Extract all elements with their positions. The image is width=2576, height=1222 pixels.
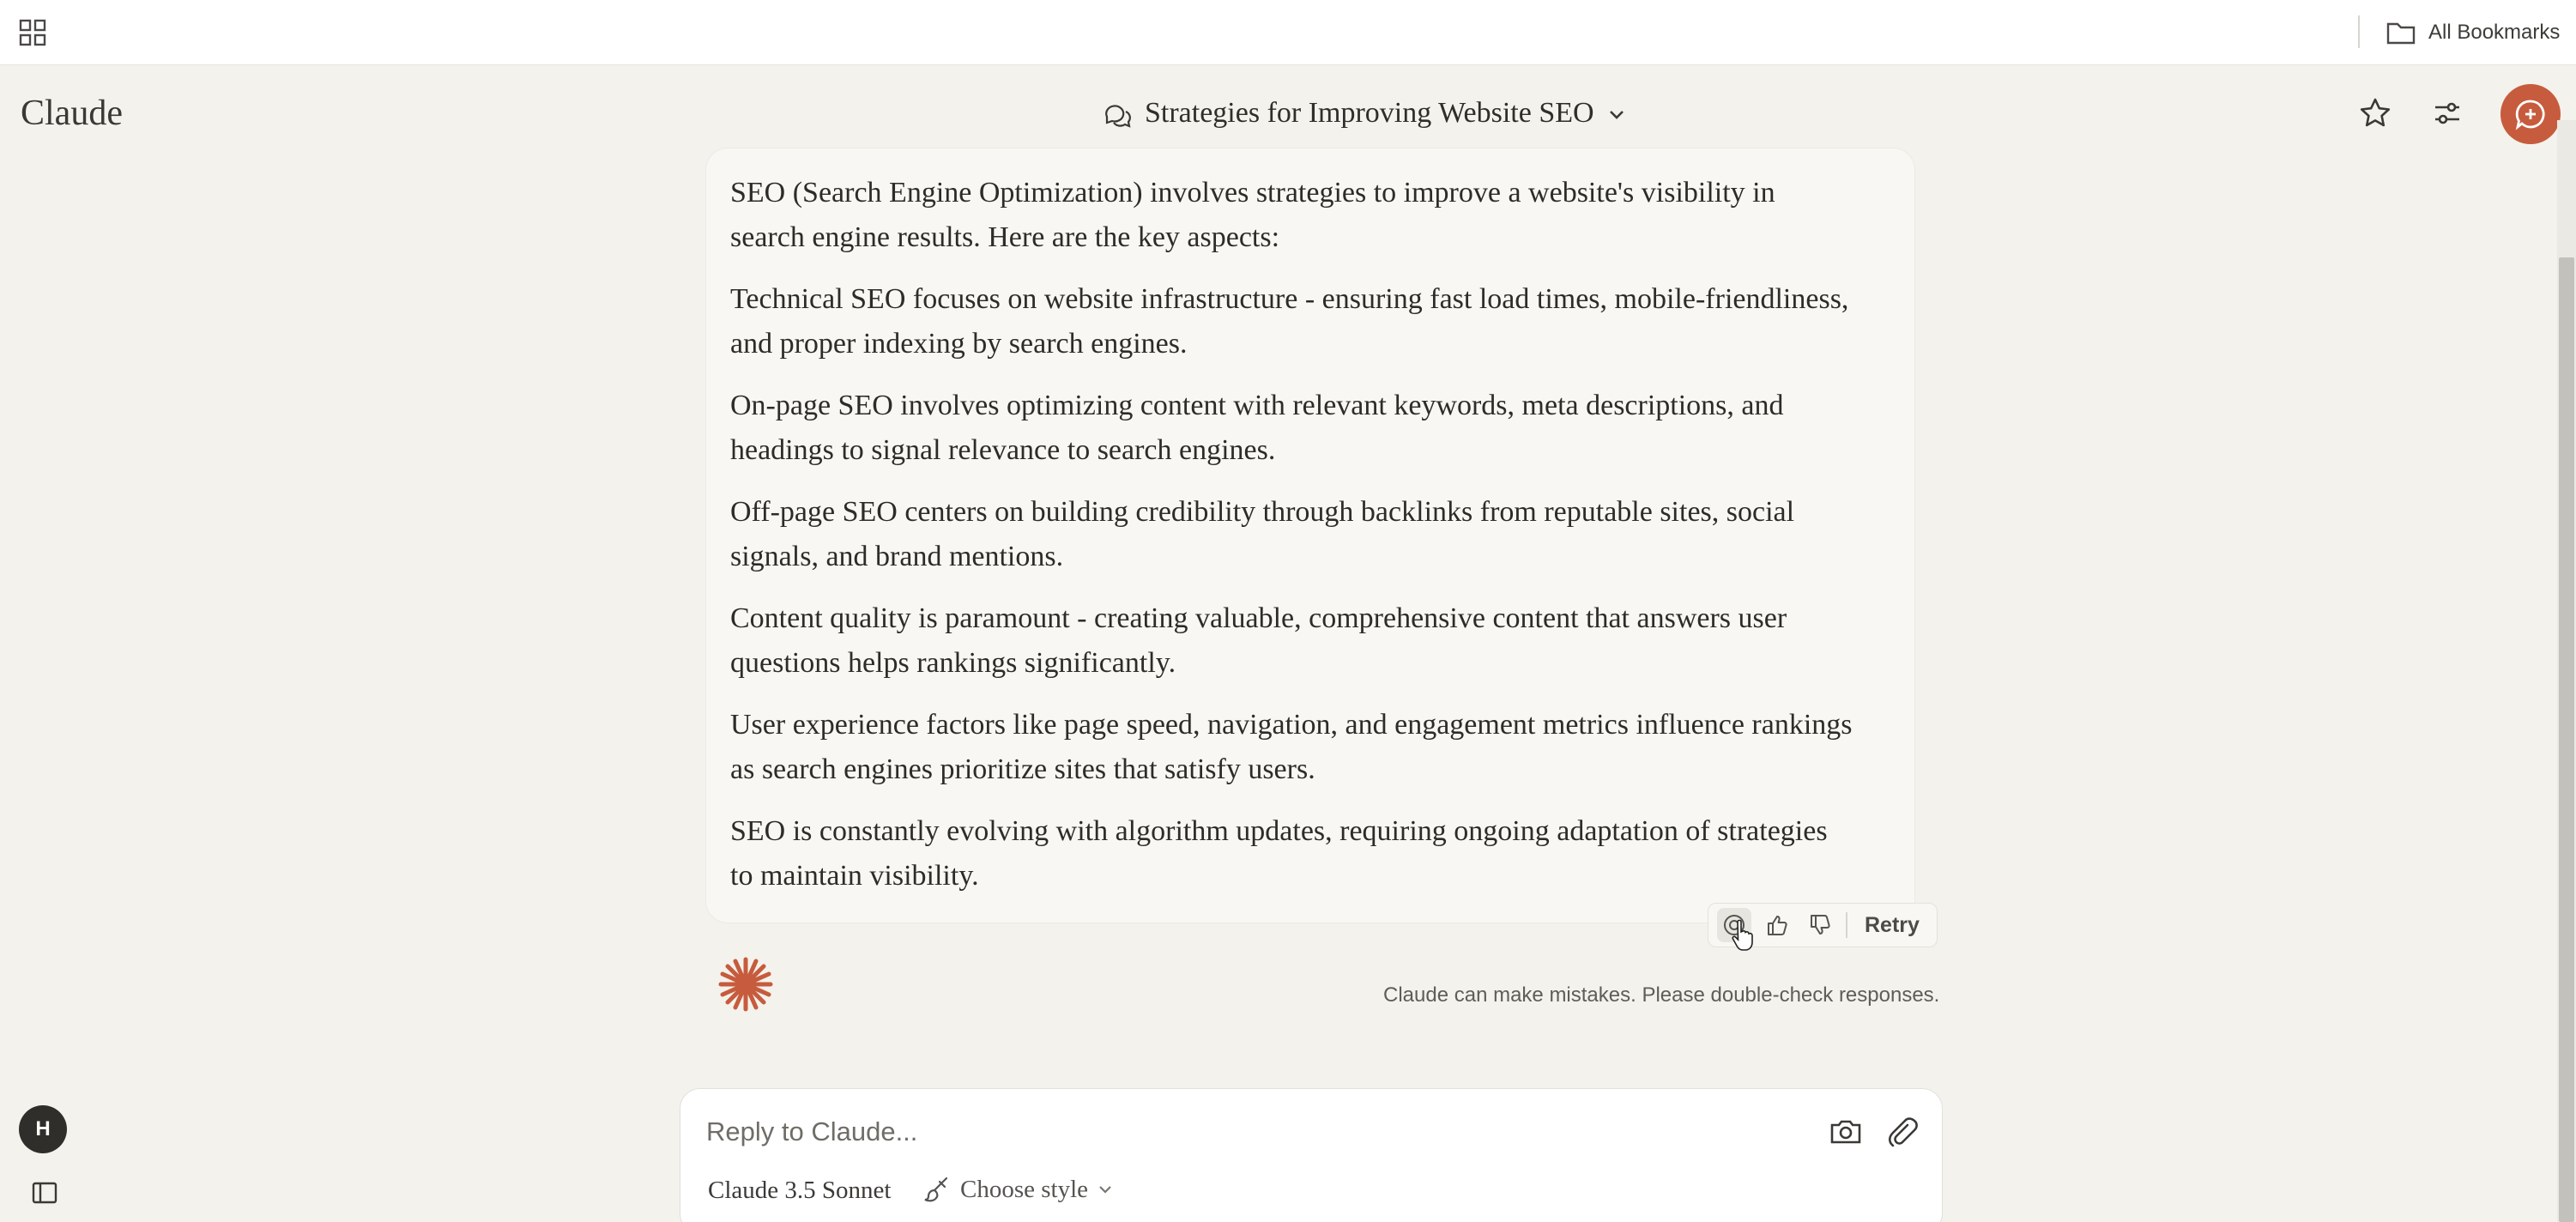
reply-input[interactable] (706, 1116, 1736, 1147)
message-paragraph: User experience factors like page speed, navigation, and engagement metrics influence rankings as search engines prioritize sites that satisfy users. (730, 709, 1853, 785)
message-paragraph: SEO (Search Engine Optimization) involves strategies to improve a website's visibility in search engine results. Here are the key aspects: (730, 177, 1775, 253)
thumbs-up-icon (1765, 913, 1789, 937)
sidebar-icon[interactable] (31, 1181, 58, 1205)
apps-grid-icon[interactable] (17, 17, 48, 48)
style-selector-label: Choose style (960, 1175, 1089, 1203)
paperclip-icon (1882, 1113, 1920, 1151)
thumbs-up-button[interactable] (1760, 908, 1794, 942)
brush-icon (922, 1175, 952, 1204)
bookmarks-divider (2358, 15, 2360, 48)
chat-title-text: Strategies for Improving Website SEO (1145, 97, 1594, 129)
model-selector[interactable]: Claude 3.5 Sonnet (708, 1177, 892, 1204)
user-avatar[interactable]: H (19, 1105, 67, 1153)
hand-cursor-icon (1730, 918, 1754, 953)
all-bookmarks-label: All Bookmarks (2428, 21, 2561, 44)
scrollbar-thumb[interactable] (2559, 257, 2574, 1222)
folder-icon (2386, 19, 2416, 46)
message-paragraph: Off-page SEO centers on building credibility through backlinks from reputable sites, social signals, and brand mentions. (730, 496, 1795, 572)
star-icon (2358, 96, 2392, 130)
disclaimer-text: Claude can make mistakes. Please double-check responses. (1383, 983, 1940, 1007)
retry-button[interactable]: Retry (1865, 912, 1920, 937)
chat-bubbles-icon (1102, 98, 1133, 129)
message-paragraph: Technical SEO focuses on website infrastructure - ensuring fast load times, mobile-friendliness, and proper indexing by search engines. (730, 283, 1849, 360)
new-chat-icon (2513, 97, 2548, 131)
camera-icon (1827, 1113, 1865, 1151)
action-separator (1846, 912, 1847, 938)
message-paragraph: Content quality is paramount - creating valuable, comprehensive content that answers user questions helps rankings significantly. (730, 602, 1787, 679)
attach-file-button[interactable] (1882, 1113, 1920, 1151)
claude-spark-icon (716, 954, 776, 1014)
style-selector[interactable] (922, 1175, 1114, 1204)
reply-composer (680, 1088, 1943, 1222)
bookmarks-bar (0, 0, 2576, 65)
all-bookmarks-button[interactable] (2386, 15, 2560, 50)
brand-logo[interactable]: Claude (21, 94, 123, 133)
thumbs-down-icon (1808, 913, 1832, 937)
chevron-down-icon (1606, 105, 1627, 125)
chat-settings-button[interactable] (2425, 91, 2470, 136)
chat-title-dropdown[interactable] (1102, 91, 1627, 136)
sliders-icon (2430, 96, 2464, 130)
star-button[interactable] (2353, 91, 2398, 136)
thumbs-down-button[interactable] (1803, 908, 1837, 942)
message-paragraph: SEO is constantly evolving with algorithm updates, requiring ongoing adaptation of strategies to maintain visibility. (730, 815, 1828, 892)
new-chat-button[interactable] (2500, 84, 2561, 144)
assistant-message (705, 148, 1915, 923)
chevron-down-icon (1097, 1181, 1114, 1198)
screenshot-button[interactable] (1827, 1113, 1865, 1151)
message-paragraph: On-page SEO involves optimizing content with relevant keywords, meta descriptions, and headings to signal relevance to search engines. (730, 390, 1784, 466)
